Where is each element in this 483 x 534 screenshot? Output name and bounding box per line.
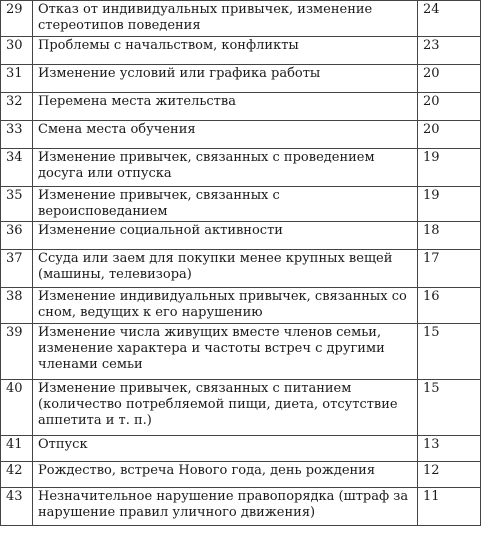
event-score: 19 (418, 149, 481, 187)
row-number: 31 (1, 65, 33, 93)
event-description: Отпуск (33, 436, 418, 462)
event-description: Рождество, встреча Нового года, день рождения (33, 462, 418, 488)
event-description: Изменение индивидуальных привычек, связанных со сном, ведущих к его нарушению (33, 288, 418, 324)
event-score: 18 (418, 222, 481, 250)
row-number: 42 (1, 462, 33, 488)
event-description: Изменение привычек, связанных с вероисповеданием (33, 187, 418, 222)
row-number: 43 (1, 488, 33, 526)
event-description: Изменение привычек, связанных с проведением досуга или отпуска (33, 149, 418, 187)
event-score: 17 (418, 250, 481, 288)
event-score: 19 (418, 187, 481, 222)
table-row (1, 149, 481, 187)
table-row (1, 324, 481, 380)
event-description: Отказ от индивидуальных привычек, изменение стереотипов поведения (33, 1, 418, 37)
row-number: 37 (1, 250, 33, 288)
event-score: 12 (418, 462, 481, 488)
row-number: 41 (1, 436, 33, 462)
table-row (1, 121, 481, 149)
event-score: 11 (418, 488, 481, 526)
table-row (1, 93, 481, 121)
table-row (1, 250, 481, 288)
event-score: 24 (418, 1, 481, 37)
event-score: 15 (418, 380, 481, 436)
event-description: Перемена места жительства (33, 93, 418, 121)
table-row (1, 288, 481, 324)
event-score: 20 (418, 93, 481, 121)
event-description: Изменение привычек, связанных с питанием (количество потребляемой пищи, диета, отсутствие аппетита и т. п.) (33, 380, 418, 436)
table-row (1, 436, 481, 462)
row-number: 35 (1, 187, 33, 222)
row-number: 30 (1, 37, 33, 65)
table-row (1, 1, 481, 37)
event-description: Проблемы с начальством, конфликты (33, 37, 418, 65)
event-description: Незначительное нарушение правопорядка (штраф за нарушение правил уличного движения) (33, 488, 418, 526)
table-row (1, 222, 481, 250)
row-number: 32 (1, 93, 33, 121)
event-score: 16 (418, 288, 481, 324)
event-score: 15 (418, 324, 481, 380)
event-description: Ссуда или заем для покупки менее крупных вещей (машины, телевизора) (33, 250, 418, 288)
row-number: 29 (1, 1, 33, 37)
table-row (1, 380, 481, 436)
row-number: 33 (1, 121, 33, 149)
row-number: 39 (1, 324, 33, 380)
row-number: 36 (1, 222, 33, 250)
table-row (1, 65, 481, 93)
event-score: 23 (418, 37, 481, 65)
row-number: 40 (1, 380, 33, 436)
event-score: 20 (418, 121, 481, 149)
table-row (1, 462, 481, 488)
table-row (1, 37, 481, 65)
table-row (1, 488, 481, 526)
event-description: Изменение числа живущих вместе членов семьи, изменение характера и частоты встреч с другими членами семьи (33, 324, 418, 380)
event-description: Изменение условий или графика работы (33, 65, 418, 93)
table-row (1, 187, 481, 222)
event-description: Смена места обучения (33, 121, 418, 149)
event-description: Изменение социальной активности (33, 222, 418, 250)
row-number: 34 (1, 149, 33, 187)
event-score: 13 (418, 436, 481, 462)
row-number: 38 (1, 288, 33, 324)
event-score: 20 (418, 65, 481, 93)
